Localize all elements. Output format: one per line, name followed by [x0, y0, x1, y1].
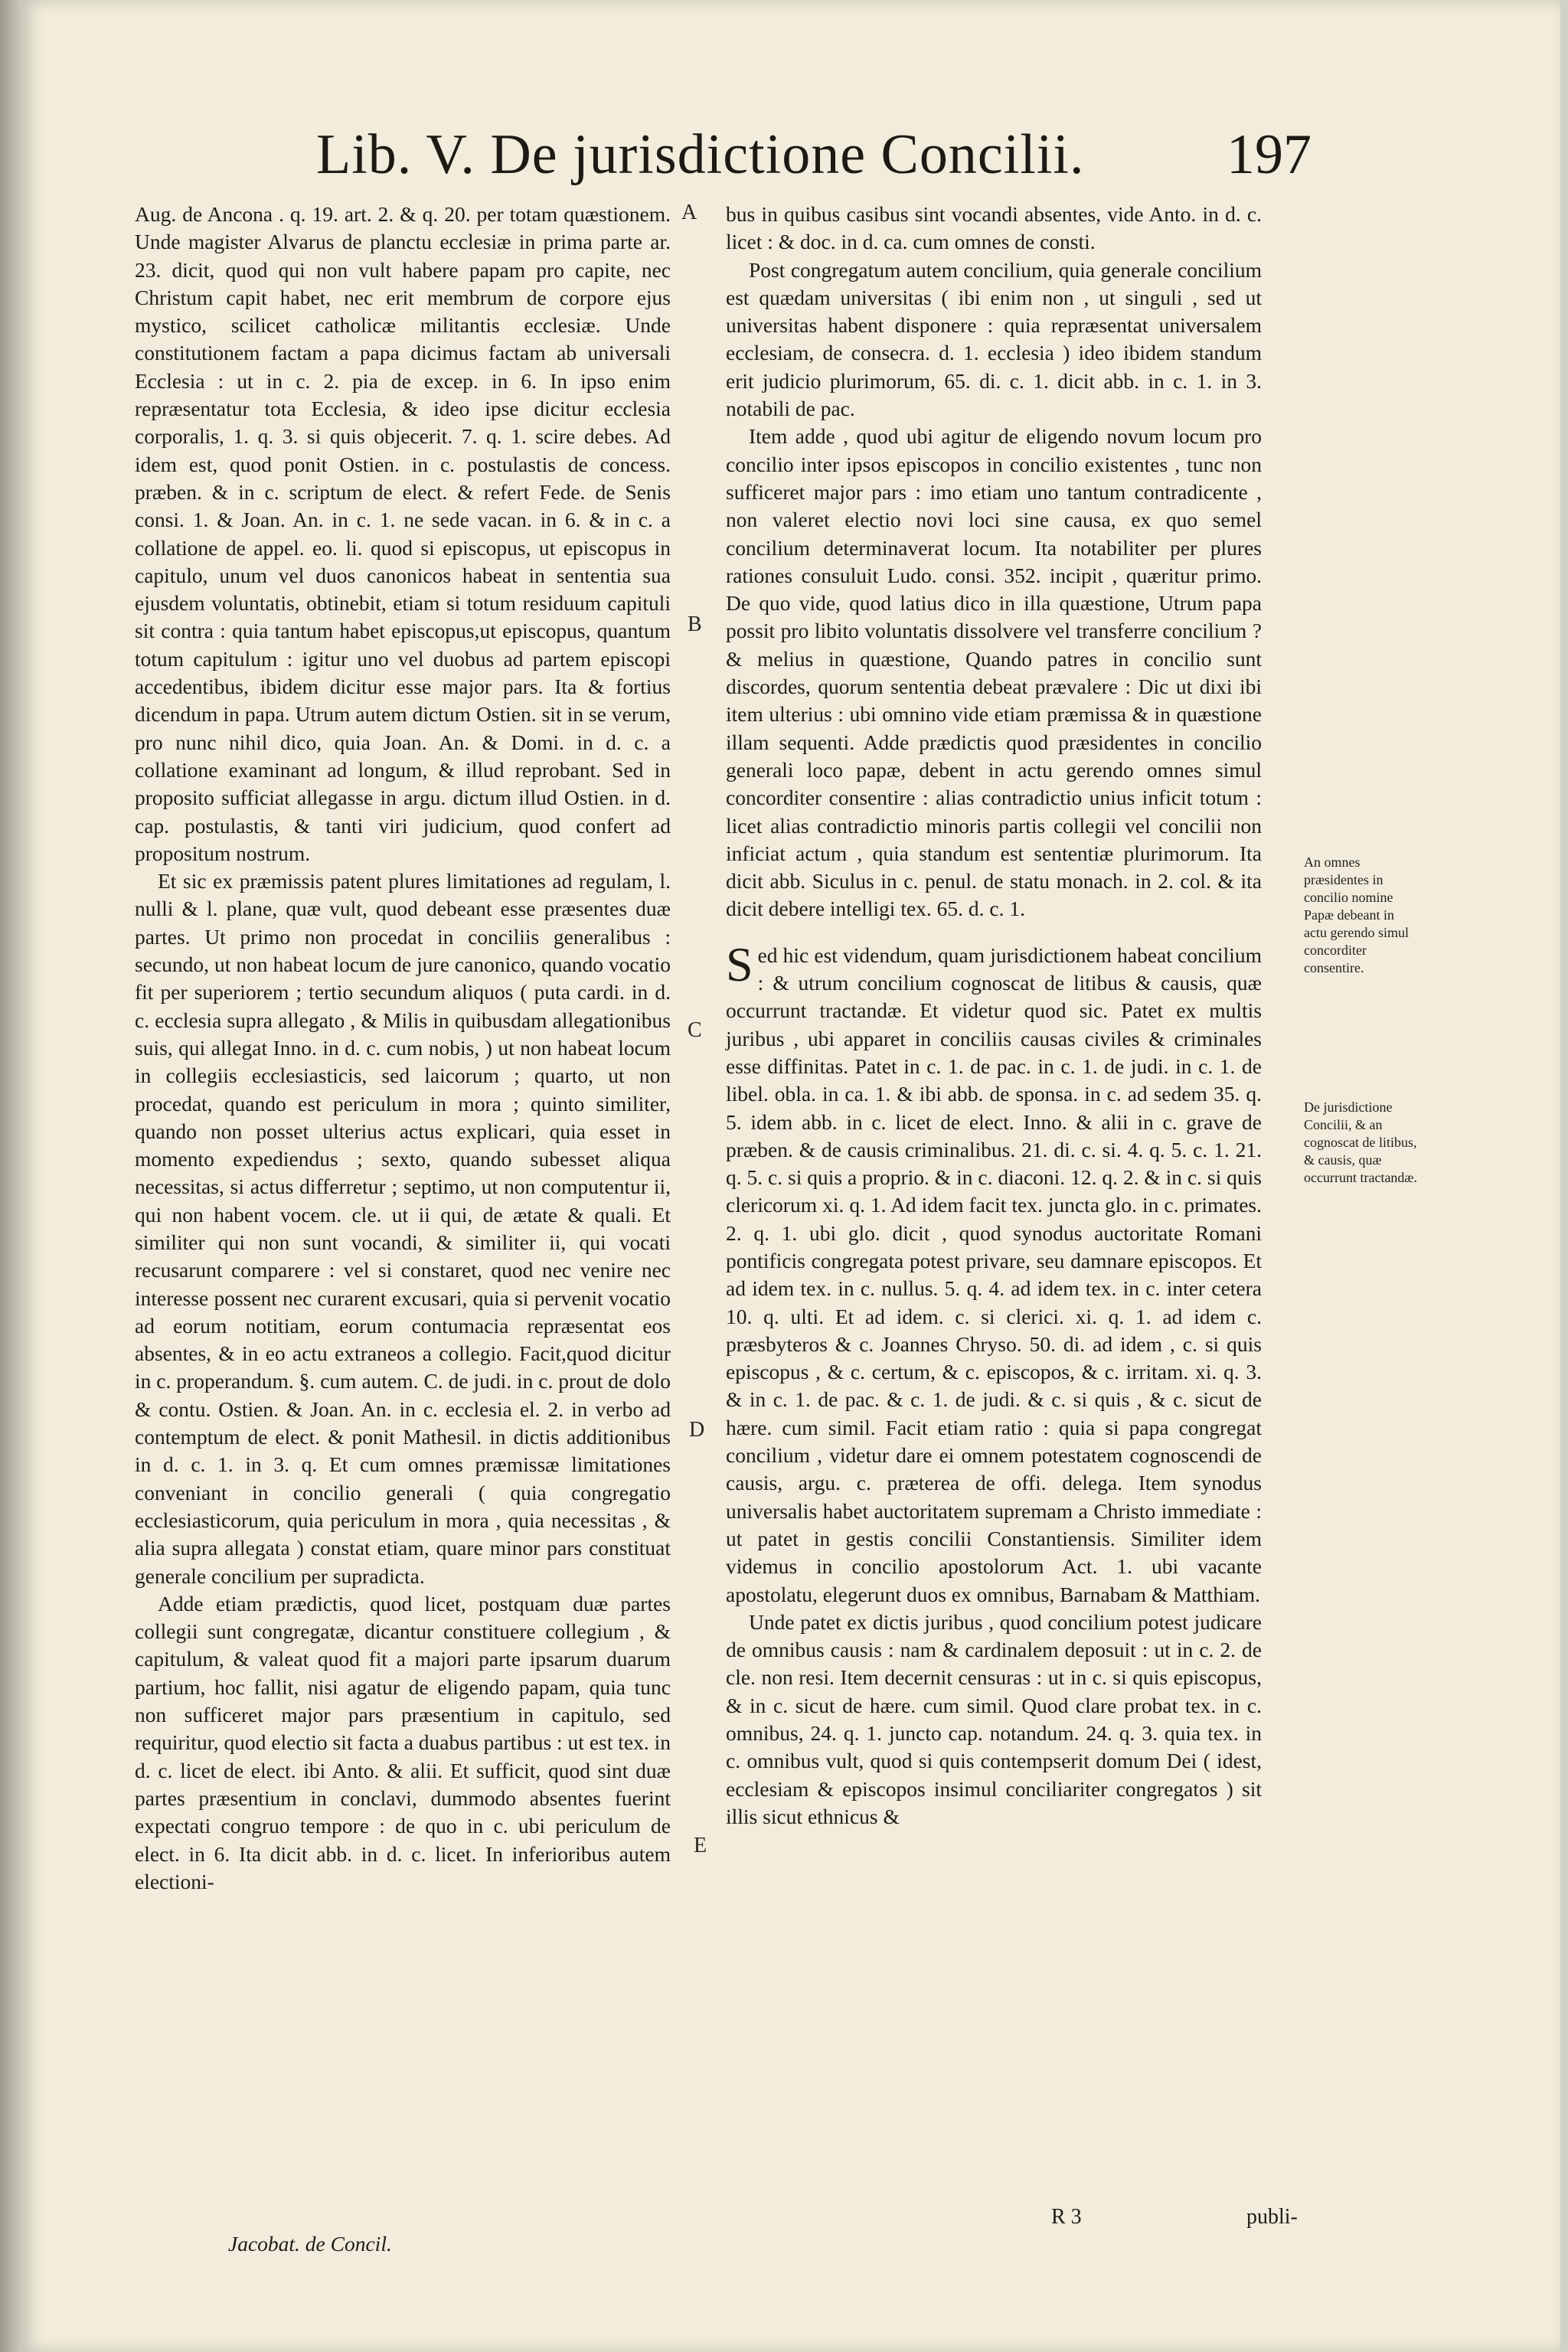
paragraph-text: ed hic est videndum, quam jurisdictionem habeat concilium : & utrum concilium cognoscat de litibus & causis, quæ occurrunt tractandæ. Et videtur quod sic. Patet ex multis juribus , ubi apparet in conciliis causas civiles & criminales esse diffinitas. Patet in c. 1. de pac. in c. 1. de judi. in c. 1. de libel. obla. in ca. 1. & ibi abb. de sponsa. in c. ad sedem 35. q. 5. idem abb. in c. licet de elect. Inno. & alii in c. grave de præben. & de causis criminalibus. 21. di. c. si. 4. q. 5. c. 1. 21. q. 5. c. si quis a proprio. & in c. diaconi. 12. q. 2. & in c. si quis clericorum xi. q. 1. Ad idem facit tex. juncta glo. in c. primates. 2. q. 1. ubi glo. dicit , quod synodus auctoritate Romani pontificis congregata potest privare, seu damnare episcopos. Et ad idem tex. in c. nullus. 5. q. 4. ad idem tex. in c. inter cetera 10. q. ulti. Et ad idem. c. si clerici. xi. q. 1. ad idem c. præsbyteros & c. Joannes Chryso. 50. di. ad idem , c. si quis episcopus , & c. certum, & c. episcopos, & c. irritam. xi. q. 3. & in c. 1. de pac. & c. 1. de judi. & c. si quis , & c. sicut de hære. cum simil. Facit etiam ratio : quia si papa congregat concilium , videtur dare ei omnem potestatem cognoscendi de causis, argu. c. præterea de offi. delega. Item synodus universalis habet auctoritatem supremam a Christo immediate : ut patet in gestis concilii Constantiensis. Similiter idem videmus in concilio apostolorum Act. 1. ubi vacante apostolatu, elegerunt duos ex omnibus, Barnabam & Matthiam.	[726, 942, 1262, 1606]
left-column	[135, 201, 671, 1896]
drop-cap-initial: S	[726, 936, 753, 991]
margin-note: De jurisdictione Concilii, & an cognoscat de litibus, & causis, quæ occurrunt tractandæ.	[1304, 1099, 1417, 1185]
page-title: Lib. V. De jurisdictione Concilii.	[316, 123, 1085, 186]
paragraph: bus in quibus casibus sint vocandi absentes, vide Anto. in d. c. licet : & doc. in d. ca. cum omnes de consti.	[726, 202, 1262, 254]
page-number: 197	[1227, 123, 1312, 186]
book-page	[21, 0, 1560, 2352]
page-edge	[0, 0, 23, 2352]
margin-note: An omnes præsidentes in concilio nomine Papæ debeant in actu gerendo simul concorditer consentire.	[1304, 854, 1409, 975]
paragraph: Adde etiam prædictis, quod licet, postquam duæ partes collegii sunt congregatæ, dicantur constituere collegium , & capitulum, & valeat quod fit a majori parte ipsarum duarum partium, hoc fallit, nisi agatur de eligendo papam, quia tunc non sufficeret major pars præsentium in capitulo, sed requiritur, quod electio sit facta a duabus partibus : ut est tex. in d. c. licet de elect. ibi Anto. & alii. Et sufficit, quod sint duæ partes præsentium in conclavi, dummodo absentes fuerint expectati congruo tempore : de quo in c. ubi periculum de elect. in 6. Ita dicit abb. in d. c. licet. In inferioribus autem electioni-	[135, 1591, 671, 1893]
section-letter-e: E	[694, 1834, 707, 1857]
paragraph: Post congregatum autem concilium, quia generale concilium est quædam universitas ( ibi enim non , ut singuli , sed ut universitas habent disponere : quia repræsentat universalem ecclesiam, de consecra. d. 1. ecclesia ) ideo ibidem standum erit judicio plurimorum, 65. di. c. 1. dicit abb. in c. 1. in 3. notabili de pac.	[726, 257, 1262, 421]
paragraph: Item adde , quod ubi agitur de eligendo novum locum pro concilio inter ipsos episcopos in concilio existentes , tunc non sufficeret major pars : imo etiam uno tantum contradicente , non valeret electio novi loci sine causa, ex quo semel concilium determinaverat locum. Ita notabiliter per plures rationes consuluit Ludo. consi. 352. incipit , quæritur primo. De quo vide, quod latius dico in illa quæstione, Utrum papa possit pro libito voluntatis dissolvere vel transferre concilium ? & melius in quæstione, Quando patres in concilio sunt discordes, quorum sententia debeat prævalere : Dic ut dixi ibi item ulterius : ubi omnino vide etiam præmissa & in quæstione illam sequenti. Adde prædictis quod præsidentes in concilio generali loco papæ, debent in actu gerendo omnes simul concorditer consentire : alias contradictio unius inficit totum : licet alias contradictio minoris partis collegii vel concilii non inficiat actum , quia standum est sententiæ plurimorum. Ita dicit abb. Siculus in c. penul. de statu monach. in 2. col. & ita dicit debere intelligi tex. 65. d. c. 1.	[726, 424, 1262, 921]
right-column	[726, 201, 1262, 1831]
paragraph: Et sic ex præmissis patent plures limitationes ad regulam, l. nulli & l. plane, quæ vult, quod debeant esse præsentes duæ partes. Ut primo non procedat in conciliis generalibus : secundo, ut non habeat locum de jure canonico, quando vocatio fit per superiorem ; tertio secundum aliquos ( puta cardi. in d. c. ecclesia supra allegato , & Milis in quibusdam allegationibus suis, qui allegat Inno. in d. c. cum nobis, ) ut non habeat locum in collegiis ecclesiasticis, sed laicorum ; quarto, ut non procedat, quando est periculum in mora ; quinto similiter, quando non posset ulterius actus explicari, quia esset in momento expediendus ; sexto, quando subesset aliqua necessitas, si actus differretur ; septimo, ut non computentur ii, qui non habent vocem. cle. ut ii qui, de ætate & quali. Et similiter qui non sunt vocandi, & similiter ii, qui vocati recusarunt comparere : vel si constaret, quod nec venire nec interesse possent nec curarent excusari, quia si pervenit vocatio ad eorum notitiam, eorum contumacia repræsentat eos absentes, & in eo actu extraneos a collegio. Facit,quod dicitur in c. properandum. §. cum autem. C. de judi. in c. prout de dolo & contu. Ostien. & Joan. An. in c. ecclesia el. 2. in verbo ad contemptum de elect. & ponit Mathesil. in dictis additionibus in d. c. 1. in 3. q. Et cum omnes præmissæ limitationes conveniant in concilio generali ( quia congregatio ecclesiasticorum, quia periculum in mora , quia necessitas , & alia supra allegata ) constat etiam, quare minor pars constituat generale concilium per supradicta.	[135, 869, 671, 1588]
section-letter-b: B	[688, 612, 702, 636]
running-head	[316, 122, 1312, 191]
paragraph-with-initial	[726, 936, 1262, 1609]
paragraph: Aug. de Ancona . q. 19. art. 2. & q. 20. per totam quæstionem. Unde magister Alvarus de planctu ecclesiæ in prima parte ar. 23. dicit, quod qui non vult habere papam pro capite, nec Christum capit habet, nec erit membrum de corpore ejus mystico, scilicet catholicæ militantis ecclesiæ. Unde constitutionem factam a papa dicimus factam ab universali Ecclesia : ut in c. 2. pia de excep. in 6. In ipso enim repræsentatur tota Ecclesia, & ideo ipse dicitur ecclesia corporalis, 1. q. 3. si quis objecerit. 7. q. 1. scire debes. Ad idem est, quod ponit Ostien. in c. postulastis de concess. præben. & in c. scriptum de elect. & refert Fede. de Senis consi. 1. & Joan. An. in c. 1. ne sede vacan. in 6. & in c. a collatione de appel. eo. li. quod si episcopus, ut episcopus in capitulo, unum vel duos canonicos habeat in sententia sua ejusdem voluntatis, obtinebit, etiam si totum residuum capituli sit contra : quia tantum habet episcopus,ut episcopus, quantum totum capitulum : igitur uno vel duobus ad partem episcopi accedentibus, ibidem dicitur esse major pars. Ita & fortius dicendum in papa. Utrum autem dictum Ostien. sit in se verum, pro nunc nihil dico, quia Joan. An. & Domi. in d. c. a collatione examinant ad longum, & illud reprobant. Sed in proposito sufficiat allegasse in argu. dictum illud Ostien. in d. cap. postulastis, & tanti viri judicium, quod confert ad propositum nostrum.	[135, 202, 671, 865]
section-letter-c: C	[688, 1018, 702, 1042]
signature-mark: R 3	[1051, 2205, 1082, 2229]
paragraph: Unde patet ex dictis juribus , quod concilium potest judicare de omnibus causis : nam & cardinalem deposuit : ut in c. 2. de cle. non resi. Item decernit censuras : ut in c. si quis episcopus, & in c. sicut de hære. cum simil. Quod clare probat tex. in c. omnibus, 24. q. 1. juncto cap. notandum. 24. q. 3. quia tex. in c. omnibus vult, quod si quis contempserit domum Dei ( idest, ecclesiam & episcopos insimul conciliariter congregatos ) sit illis sicut ethnicus &	[726, 1609, 1262, 1828]
section-letter-d: D	[689, 1418, 705, 1442]
catchword-right: publi-	[1246, 2205, 1298, 2229]
section-letter-a: A	[681, 201, 697, 224]
catchword-left: Jacobat. de Concil.	[228, 2232, 392, 2256]
